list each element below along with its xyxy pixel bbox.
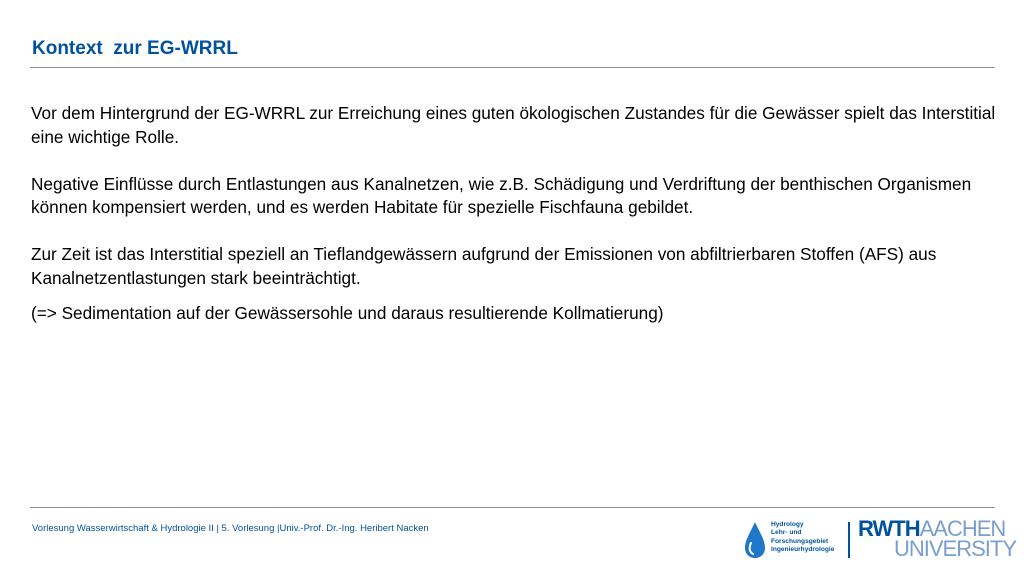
- rwth-logo-university: UNIVERSITY: [894, 536, 1017, 561]
- paragraph-3: Zur Zeit ist das Interstitial speziell an Tieflandgewässern aufgrund der Emissionen von abfiltrierbaren Stoffen (AFS) aus Kanalnetzentlastungen stark beeinträchtigt.: [31, 244, 937, 288]
- logo-separator: [848, 522, 850, 558]
- hydrology-logo-line-4: Ingenieurhydrologie: [771, 545, 835, 553]
- rwth-logo: [858, 516, 1017, 561]
- header-divider: [30, 67, 995, 68]
- rwth-logo-rwth: RWTH: [858, 516, 920, 541]
- paragraph-4: (=> Sedimentation auf der Gewässersohle und daraus resultierende Kollmatierung): [31, 303, 664, 323]
- hydrology-logo-line-2: Lehr- und: [771, 529, 802, 537]
- footer-divider: [30, 507, 995, 508]
- rwth-logo-aachen: AACHEN: [919, 516, 1006, 541]
- paragraph-1: Vor dem Hintergrund der EG-WRRL zur Erreichung eines guten ökologischen Zustandes für die Gewässer spielt das Interstitial eine wichtige Rolle.: [31, 103, 996, 147]
- hydrology-logo-line-3: Forschungsgebiet: [771, 537, 829, 545]
- hydrology-logo-text: [771, 521, 834, 554]
- page-title: Kontext zur EG-WRRL: [32, 38, 238, 59]
- water-drop-icon: [744, 521, 766, 559]
- footer-text: Vorlesung Wasserwirtschaft & Hydrologie II | 5. Vorlesung |Univ.-Prof. Dr.-Ing. Heribert Nacken: [32, 523, 429, 534]
- slide-body: [31, 102, 996, 349]
- hydrology-logo-line-1: Hydrology: [771, 521, 804, 528]
- paragraph-2: Negative Einflüsse durch Entlastungen aus Kanalnetzen, wie z.B. Schädigung und Verdriftung der benthischen Organismen können kompensiert werden, und es werden Habitate für spezielle Fischfauna gebildet.: [31, 173, 972, 217]
- hydrology-logo: [744, 521, 844, 561]
